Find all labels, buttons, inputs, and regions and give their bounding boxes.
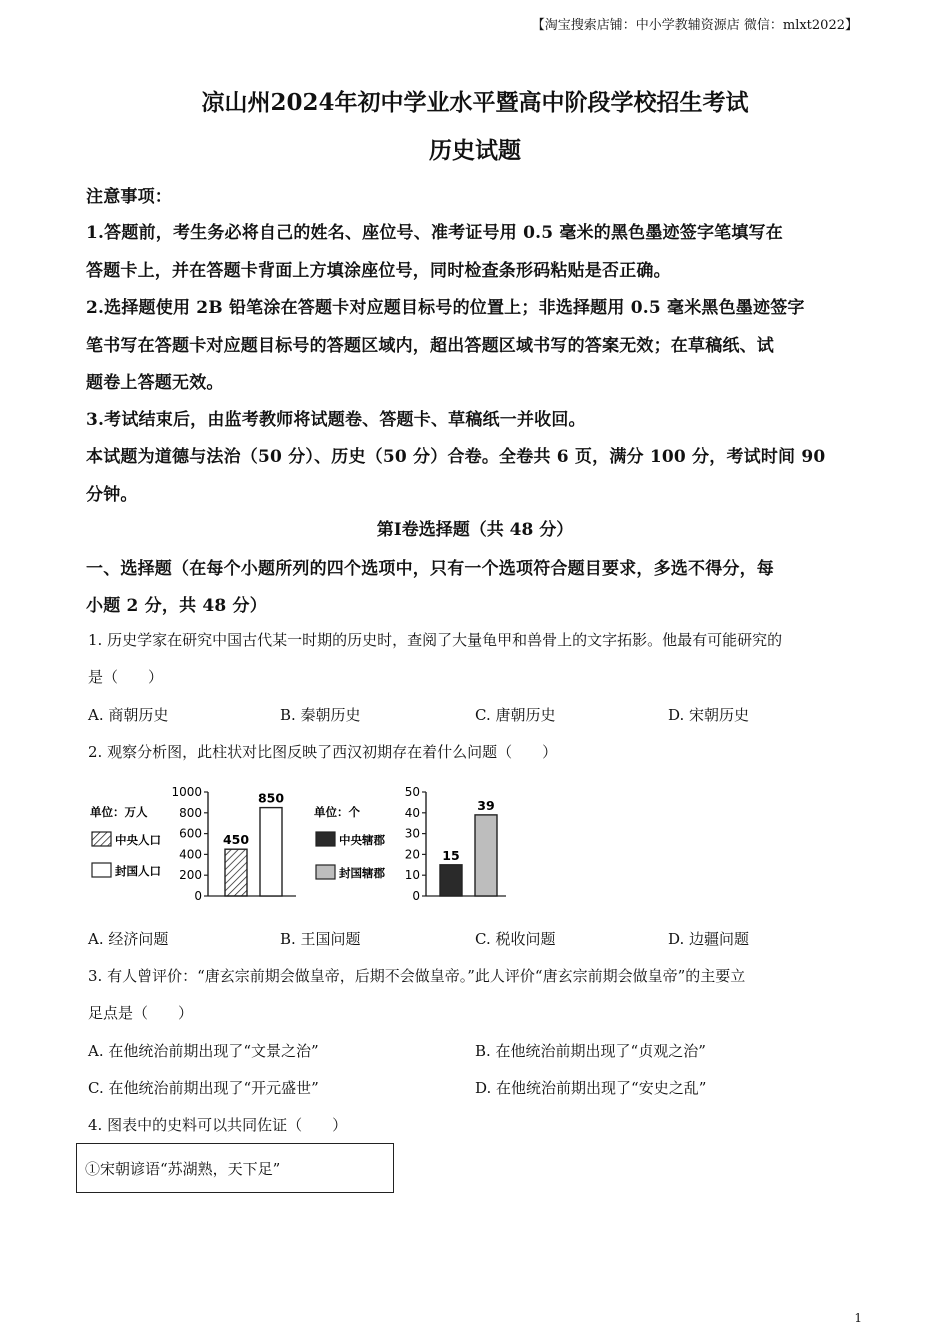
page-number: 1 — [854, 1311, 862, 1325]
q3-stem: 3. 有人曾评价：“唐玄宗前期会做皇帝，后期不会做皇帝。”此人评价“唐玄宗前期会做皇帝”的主要立 — [88, 967, 746, 985]
y-tick-label: 0 — [194, 889, 202, 903]
subject-title: 历史试题 — [429, 137, 521, 164]
instruction-line: 3.考试结束后，由监考教师将试题卷、答题卡、草稿纸一并收回。 — [86, 410, 586, 430]
y-tick-label: 0 — [412, 889, 420, 903]
instruction-line: 笔书写在答题卡对应题目标号的答题区域内，超出答题区域书写的答案无效；在草稿纸、试 — [86, 336, 774, 356]
chart2-legend-swatch-fief — [316, 865, 335, 879]
y-tick-label: 40 — [404, 805, 420, 820]
bar-data-label: 39 — [477, 797, 495, 813]
chart1-legend-swatch-fief — [92, 863, 111, 877]
q2-stem: 2. 观察分析图，此柱状对比图反映了西汉初期存在着什么问题（ ） — [88, 743, 558, 761]
bar-封国人口 — [260, 808, 282, 896]
chart2-unit-label: 单位：个 — [314, 805, 360, 819]
source-item-1: ①宋朝谚语“苏湖熟，天下足” — [85, 1160, 281, 1178]
q2-option-c: C. 税收问题 — [475, 930, 556, 948]
chart1-legend-swatch-central — [92, 832, 111, 846]
q3-option-d: D. 在他统治前期出现了“安史之乱” — [475, 1079, 707, 1097]
chart1-legend-label-central: 中央人口 — [115, 833, 161, 847]
bar-封国辖郡 — [475, 815, 497, 896]
prefecture-chart-svg — [310, 782, 510, 910]
section-title: 第Ⅰ卷选择题（共 48 分） — [376, 520, 574, 540]
bar-data-label: 15 — [442, 847, 460, 863]
instruction-line: 答题卡上，并在答题卡背面上方填涂座位号，同时检查条形码粘贴是否正确。 — [86, 261, 671, 281]
exam-title: 凉山州2024年初中学业水平暨高中阶段学校招生考试 — [201, 89, 749, 116]
q1-option-a: A. 商朝历史 — [88, 706, 169, 724]
q3-option-b: B. 在他统治前期出现了“贞观之治” — [475, 1042, 706, 1060]
q3-option-c: C. 在他统治前期出现了“开元盛世” — [88, 1079, 319, 1097]
y-tick-label: 10 — [404, 868, 420, 883]
population-chart — [86, 782, 298, 914]
instruction-line: 本试题为道德与法治（50 分）、历史（50 分）合卷。全卷共 6 页，满分 100 分，考试时间 90 — [86, 447, 826, 467]
q2-option-b: B. 王国问题 — [280, 930, 361, 948]
q3-stem: 足点是（ ） — [88, 1004, 194, 1022]
q1-option-b: B. 秦朝历史 — [280, 706, 361, 724]
prefecture-chart — [310, 782, 510, 914]
instruction-line: 1.答题前，考生务必将自己的姓名、座位号、准考证号用 0.5 毫米的黑色墨迹签字笔填写在 — [86, 223, 783, 243]
chart2-legend-label-fief: 封国辖郡 — [339, 866, 385, 880]
y-tick-label: 20 — [404, 847, 420, 862]
q2-option-a: A. 经济问题 — [88, 930, 169, 948]
y-tick-label: 30 — [404, 826, 420, 841]
bar-data-label: 450 — [222, 832, 250, 848]
q1-stem: 是（ ） — [88, 668, 164, 686]
part-heading-line2: 小题 2 分，共 48 分） — [86, 596, 267, 616]
instruction-line: 2.选择题使用 2B 铅笔涂在答题卡对应题目标号的位置上；非选择题用 0.5 毫米黑色墨迹签字 — [86, 298, 805, 318]
source-table — [76, 1143, 394, 1193]
q1-option-d: D. 宋朝历史 — [668, 706, 750, 724]
y-tick-label: 1000 — [171, 785, 202, 799]
chart1-unit-label: 单位：万人 — [90, 805, 148, 819]
population-chart-svg — [86, 782, 298, 910]
header-note: 【淘宝搜索店铺：中小学教辅资源店 微信：mlxt2022】 — [531, 18, 858, 33]
part-heading-line1: 一、选择题（在每个小题所列的四个选项中，只有一个选项符合题目要求，多选不得分，每 — [86, 559, 774, 579]
instruction-line: 分钟。 — [86, 485, 138, 505]
instructions-heading: 注意事项： — [86, 187, 172, 207]
q1-stem: 1. 历史学家在研究中国古代某一时期的历史时，查阅了大量龟甲和兽骨上的文字拓影。他最有可能研究的 — [88, 631, 783, 649]
bar-中央辖郡 — [440, 865, 462, 896]
instruction-line: 题卷上答题无效。 — [86, 373, 224, 393]
y-tick-label: 200 — [179, 868, 202, 883]
bar-中央人口 — [225, 849, 247, 896]
q2-option-d: D. 边疆问题 — [668, 930, 750, 948]
q3-option-a: A. 在他统治前期出现了“文景之治” — [88, 1042, 319, 1060]
chart2-legend-swatch-central — [316, 832, 335, 846]
chart2-legend-label-central: 中央辖郡 — [339, 833, 385, 847]
q1-option-c: C. 唐朝历史 — [475, 706, 556, 724]
y-tick-label: 50 — [404, 785, 420, 799]
q4-stem: 4. 图表中的史料可以共同佐证（ ） — [88, 1116, 348, 1134]
bar-data-label: 850 — [257, 790, 285, 806]
y-tick-label: 600 — [179, 826, 202, 841]
y-tick-label: 400 — [179, 847, 202, 862]
chart1-legend-label-fief: 封国人口 — [115, 864, 161, 878]
y-tick-label: 800 — [179, 805, 202, 820]
